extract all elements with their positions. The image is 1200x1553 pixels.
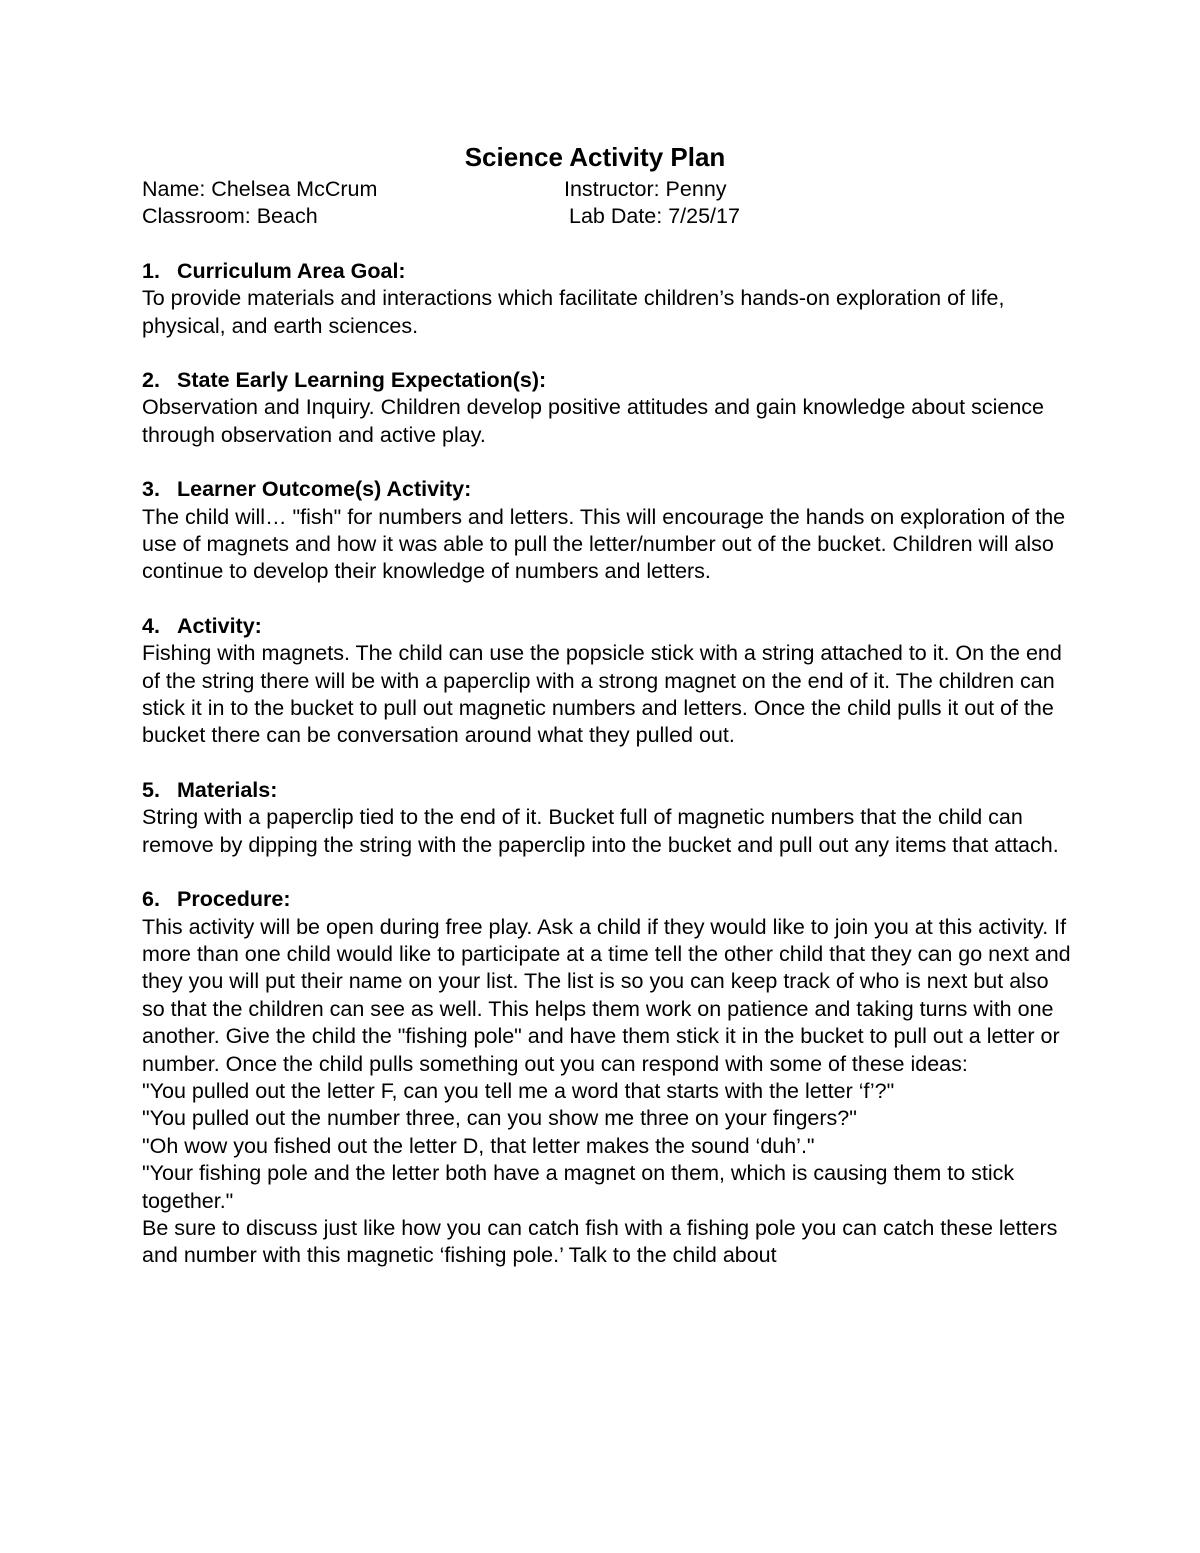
name-field: Name: Chelsea McCrum (142, 177, 378, 201)
example-quote: "You pulled out the letter F, can you tell me a word that starts with the letter ‘f’?" (142, 1078, 895, 1103)
lab-date-field: Lab Date: 7/25/17 (569, 204, 740, 229)
meta-row-2 (142, 203, 1072, 230)
section-title: State Early Learning Expectation(s): (177, 368, 547, 392)
document-title: Science Activity Plan (464, 142, 726, 172)
section-number: 3. (142, 477, 160, 502)
example-quote: "Your fishing pole and the letter both have a magnet on them, which is causing them to stick together." (142, 1161, 1015, 1213)
section-heading (142, 777, 1072, 804)
section-learning-expectations (142, 367, 1072, 449)
section-materials (142, 777, 1072, 859)
classroom-field: Classroom: Beach (142, 204, 318, 229)
section-heading (142, 367, 1072, 394)
section-heading (142, 613, 1072, 640)
section-title: Procedure: (177, 887, 291, 912)
section-title: Learner Outcome(s) Activity: (177, 477, 472, 502)
section-number: 5. (142, 777, 160, 802)
section-body: Fishing with magnets. The child can use the popsicle stick with a string attached to it. On the end of the string there will be with a paperclip with a strong magnet on the end of it. The children can stick it in to the bucket to pull out magnetic numbers and letters. Once the child pulls it out of the bucket there can be conversation around what they pulled out. (142, 641, 1062, 748)
section-number: 4. (142, 613, 160, 638)
section-learner-outcomes (142, 476, 1072, 586)
section-body: Observation and Inquiry. Children develop positive attitudes and gain knowledge about science through observation and active play. (142, 395, 1044, 447)
section-curriculum-goal (142, 258, 1072, 340)
section-heading (142, 476, 1072, 503)
meta-row-1 (142, 176, 1072, 203)
document-content (142, 140, 1072, 1270)
example-quote: "Oh wow you fished out the letter D, that letter makes the sound ‘duh’." (142, 1133, 815, 1158)
section-body: The child will… "fish" for numbers and letters. This will encourage the hands on exploration of the use of magnets and how it was able to pull the letter/number out of the bucket. Children will also continue to develop their knowledge of numbers and letters. (142, 504, 1066, 584)
section-heading (142, 258, 1072, 285)
section-number: 6. (142, 887, 160, 912)
section-title: Activity: (177, 613, 262, 638)
section-body: String with a paperclip tied to the end of it. Bucket full of magnetic numbers that the child can remove by dipping the string with the paperclip into the bucket and pull out any items that attach. (142, 805, 1059, 857)
instructor-field: Instructor: Penny (564, 177, 727, 201)
section-activity (142, 613, 1072, 750)
section-procedure (142, 886, 1072, 1270)
section-body: To provide materials and interactions which facilitate children’s hands-on exploration of life, physical, and earth sciences. (142, 286, 1005, 338)
section-title: Materials: (177, 777, 278, 802)
section-title: Curriculum Area Goal: (177, 258, 406, 283)
section-body: This activity will be open during free play. Ask a child if they would like to join you at this activity. If more than one child would like to participate at a time tell the other child that they can go next and they you will put their name on your list. The list is so you can keep track of who is next but also so that the children can see as well. This helps them work on patience and taking turns with one another. Give the child the "fishing pole" and have them stick it in the bucket to pull out a letter or number. Once the child pulls something out you can respond with some of these ideas: (142, 914, 1071, 1076)
section-heading (142, 886, 1072, 913)
section-number: 2. (142, 368, 160, 392)
section-number: 1. (142, 258, 160, 283)
procedure-closing: Be sure to discuss just like how you can catch fish with a fishing pole you can catch these letters and number with this magnetic ‘fishing pole.’ Talk to the child about (142, 1215, 1058, 1268)
example-quote: "You pulled out the number three, can you show me three on your fingers?" (142, 1106, 857, 1131)
